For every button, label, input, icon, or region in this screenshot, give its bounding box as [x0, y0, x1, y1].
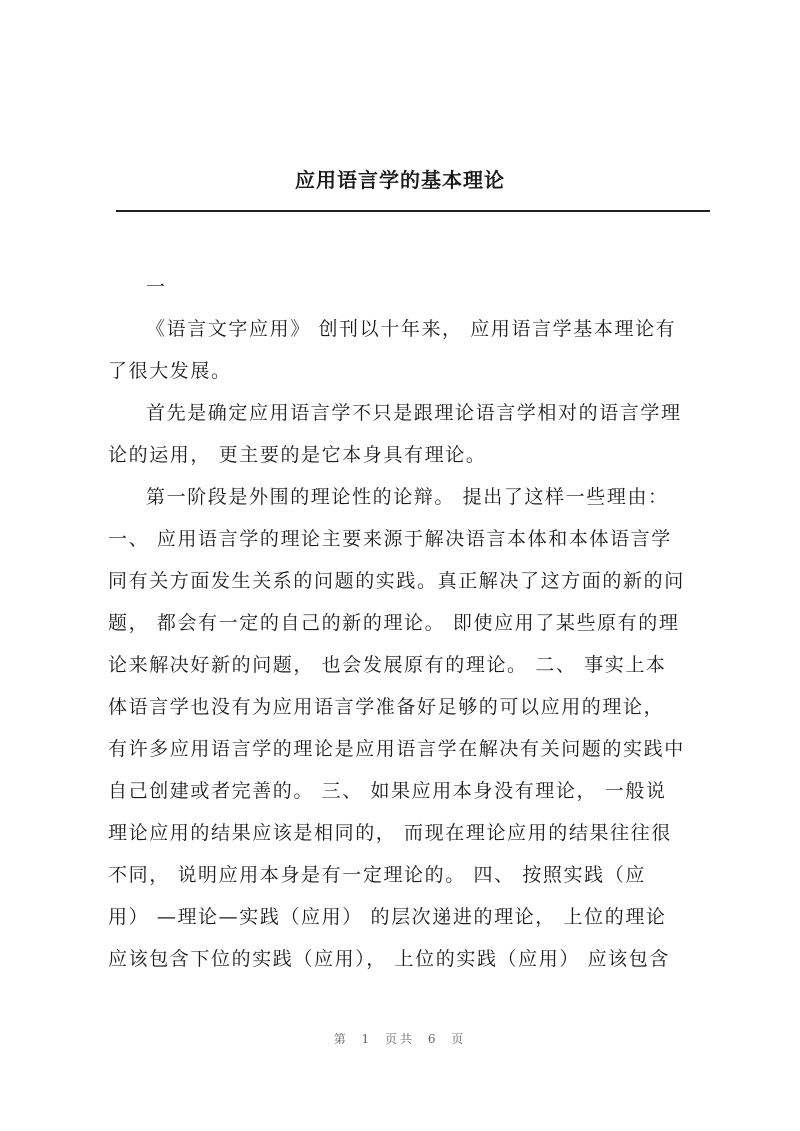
text-line: 论来解决好新的问题， 也会发展原有的理论。 二、 事实上本: [108, 654, 667, 676]
document-title: 应用语言学的基本理论: [295, 168, 505, 192]
text-line: 自己创建或者完善的。 三、 如果应用本身没有理论， 一般说: [108, 780, 667, 802]
text-line: 论的运用， 更主要的是它本身具有理论。: [108, 444, 487, 466]
text-line: 同有关方面发生关系的问题的实践。真正解决了这方面的新的问: [108, 570, 685, 592]
text-line: 一: [146, 276, 167, 298]
title-underline: [116, 210, 710, 212]
text-line: 不同， 说明应用本身是有一定理论的。 四、 按照实践（应: [108, 864, 646, 886]
text-line: 了很大发展。: [108, 360, 232, 382]
text-line: 理论应用的结果应该是相同的， 而现在理论应用的结果往往很: [108, 822, 672, 844]
text-line: 第一阶段是外围的理论性的论辩。 提出了这样一些理由：: [146, 486, 669, 508]
document-body: [108, 266, 708, 980]
text-line: 应该包含下位的实践（应用）， 上位的实践（应用） 应该包含: [108, 948, 670, 970]
text-line: 体语言学也没有为应用语言学准备好足够的可以应用的理论，: [108, 696, 665, 718]
text-line: 《语言文字应用》 创刊以十年来， 应用语言学基本理论有: [146, 318, 677, 340]
text-line: 用） —理论—实践（应用） 的层次递进的理论， 上位的理论: [108, 906, 667, 928]
text-line: 题， 都会有一定的自己的新的理论。 即使应用了某些原有的理: [108, 612, 680, 634]
text-line: 一、 应用语言学的理论主要来源于解决语言本体和本体语言学: [108, 528, 672, 550]
text-line: 首先是确定应用语言学不只是跟理论语言学相对的语言学理: [146, 402, 682, 424]
text-line: 有许多应用语言学的理论是应用语言学在解决有关问题的实践中: [108, 738, 685, 760]
page-footer: 第 1 页共 6 页: [333, 1032, 467, 1046]
